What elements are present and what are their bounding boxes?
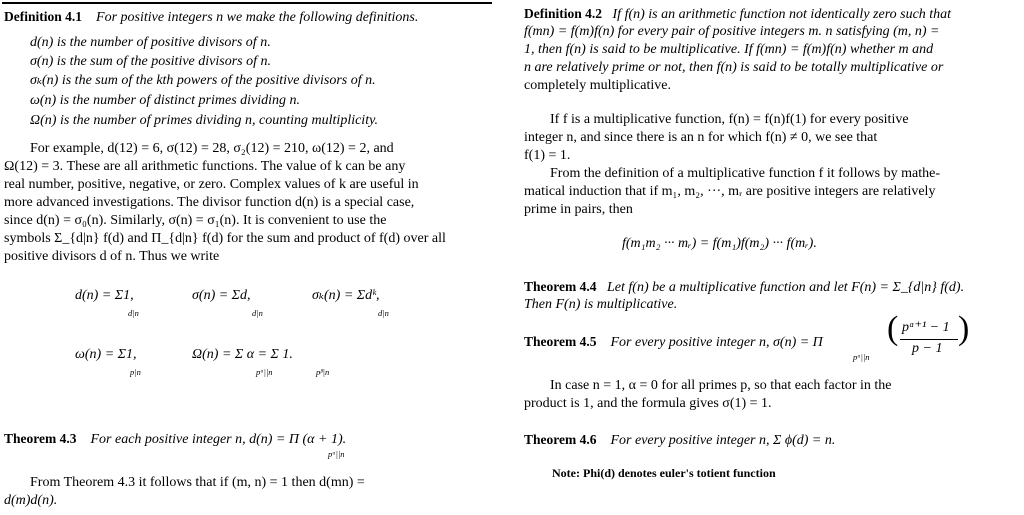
para2-line: From the definition of a multiplicative function f it follows by mathe-: [550, 166, 940, 181]
right-paren: ): [958, 310, 970, 347]
para1-line: f(1) = 1.: [524, 148, 571, 163]
eq-d: d(n) = Σ1,: [75, 288, 134, 303]
fraction-denominator: p − 1: [912, 341, 943, 356]
para-line: symbols Σ_{d|n} f(d) and Π_{d|n} f(d) for the sum and product of f(d) over all: [4, 231, 446, 246]
def42-line: f(mn) = f(m)f(n) for every pair of positive integers m. n satisfying (m, n) =: [524, 24, 940, 39]
definition-4-1: Definition 4.1 For positive integers n we make the following definitions.: [4, 9, 419, 25]
para2-line: prime in pairs, then: [524, 202, 633, 217]
eq-omega-sub: p|n: [130, 367, 141, 377]
product-equation: f(m₁m₂ ··· mᵣ) = f(m₁)f(m₂) ··· f(mᵣ).: [622, 236, 817, 251]
para1-line: If f is a multiplicative function, f(n) = f(n)f(1) for every positive: [550, 112, 909, 127]
para-line: since d(n) = σ₀(n). Similarly, σ(n) = σ₁(n). It is convenient to use the: [4, 213, 387, 228]
eq-big-omega-sub-a: pᵅ||n: [256, 367, 273, 377]
eq-big-omega: Ω(n) = Σ α = Σ 1.: [192, 347, 293, 362]
eq-sigma-k: σₖ(n) = Σdᵏ,: [312, 288, 380, 303]
para-line: real number, positive, negative, or zero. Complex values of k are useful in: [4, 177, 419, 192]
theorem-4-5: Theorem 4.5 For every positive integer n, σ(n) = Π: [524, 334, 823, 350]
case-line: In case n = 1, α = 0 for all primes p, so that each factor in the: [550, 378, 892, 393]
def-sigma: σ(n) is the sum of the positive divisors of n.: [30, 54, 271, 69]
left-paren: (: [887, 310, 899, 347]
from-theorem-line: d(m)d(n).: [4, 493, 58, 508]
eq-sigma-sub: d|n: [252, 308, 263, 318]
para-line: more advanced investigations. The divisor function d(n) is a special case,: [4, 195, 415, 210]
eq-sigma-k-sub: d|n: [378, 308, 389, 318]
top-rule: [2, 2, 492, 4]
def-d: d(n) is the number of positive divisors of n.: [30, 35, 271, 50]
eq-d-sub: d|n: [128, 308, 139, 318]
left-column: [0, 0, 500, 515]
eq-omega: ω(n) = Σ1,: [75, 347, 137, 362]
theorem-4-4: Theorem 4.4 Let f(n) be a multiplicative function and let F(n) = Σ_{d|n} f(d).: [524, 279, 965, 295]
para1-line: integer n, and since there is an n for which f(n) ≠ 0, we see that: [524, 130, 878, 145]
def-sigma-k: σₖ(n) is the sum of the kth powers of the positive divisors of n.: [30, 73, 376, 88]
def-big-omega: Ω(n) is the number of primes dividing n, counting multiplicity.: [30, 113, 379, 128]
eq-sigma: σ(n) = Σd,: [192, 288, 251, 303]
para-line: positive divisors d of n. Thus we write: [4, 249, 220, 264]
para-line: Ω(12) = 3. These are all arithmetic functions. The value of k can be any: [4, 159, 406, 174]
fraction-numerator: pᵅ⁺¹ − 1: [902, 320, 950, 335]
definition-4-2: Definition 4.2 If f(n) is an arithmetic function not identically zero such that: [524, 6, 952, 22]
right-column: [518, 0, 1018, 515]
fraction-bar: [900, 339, 958, 340]
eq-big-omega-sub-b: pᵝ|n: [316, 367, 330, 377]
theorem-4-4-line2: Then F(n) is multiplicative.: [524, 297, 678, 312]
from-theorem-line: From Theorem 4.3 it follows that if (m, n) = 1 then d(mn) =: [30, 475, 365, 490]
def42-line: n are relatively prime or not, then f(n) is said to be totally multiplicative or: [524, 60, 944, 75]
para2-line: matical induction that if m₁, m₂, ···, mᵣ are positive integers are relatively: [524, 184, 936, 199]
theorem-4-5-sub: pᵅ||n: [853, 352, 870, 362]
note: Note: Phi(d) denotes euler's totient function: [552, 466, 776, 480]
theorem-4-6: Theorem 4.6 For every positive integer n, Σ ϕ(d) = n.: [524, 432, 836, 448]
theorem-4-3-sub: pᵅ||n: [328, 449, 345, 459]
para-line: For example, d(12) = 6, σ(12) = 28, σ₂(12) = 210, ω(12) = 2, and: [30, 141, 394, 156]
def42-line: 1, then f(n) is said to be multiplicative. If f(mn) = f(m)f(n) whether m and: [524, 42, 934, 57]
case-line: product is 1, and the formula gives σ(1) = 1.: [524, 396, 772, 411]
theorem-4-3: Theorem 4.3 For each positive integer n, d(n) = Π (α + 1).: [4, 431, 347, 447]
def-omega: ω(n) is the number of distinct primes dividing n.: [30, 93, 301, 108]
def42-line: completely multiplicative.: [524, 78, 671, 93]
